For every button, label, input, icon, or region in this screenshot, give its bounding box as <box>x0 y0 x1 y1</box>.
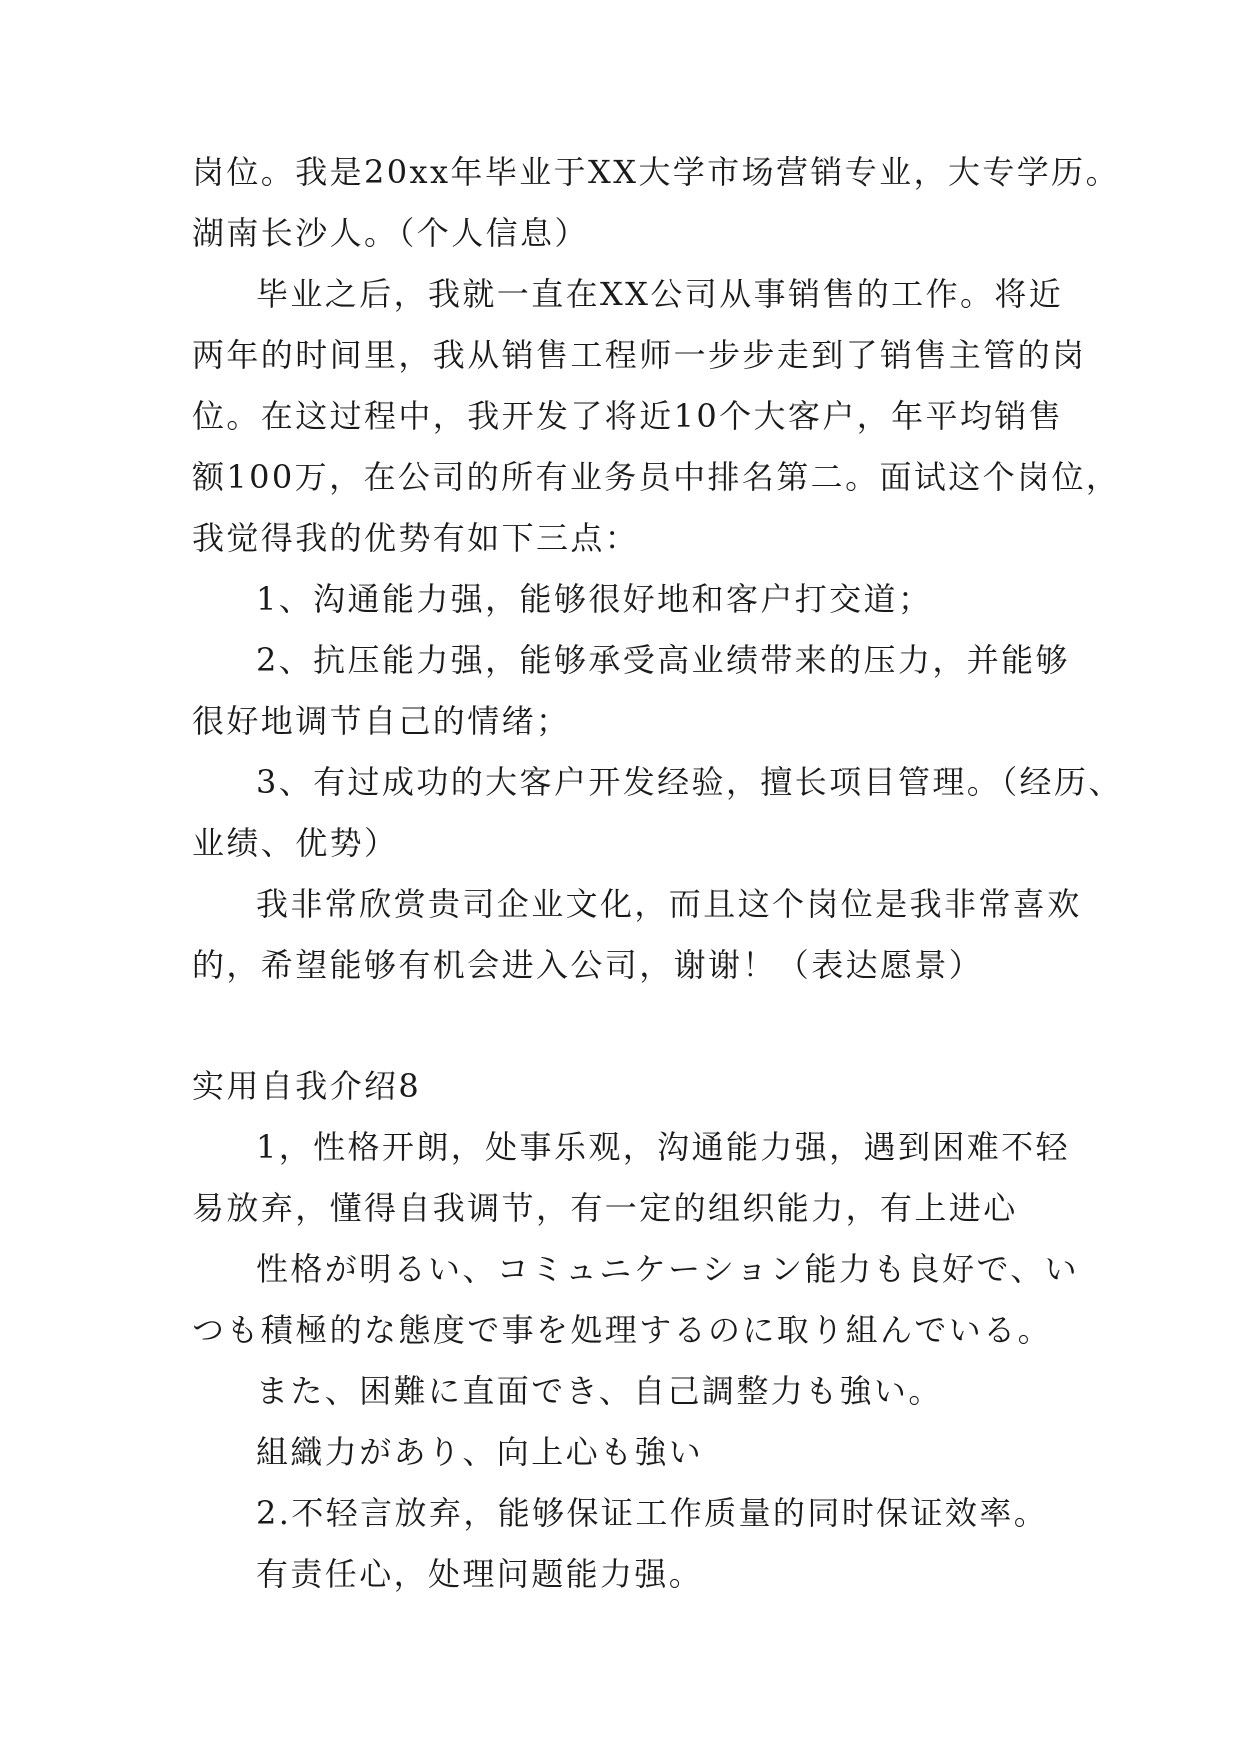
section-heading: 实用自我介绍8 <box>192 1067 422 1105</box>
paragraph-line: 有责任心，处理问题能力强。 <box>256 1555 704 1593</box>
paragraph-line: 的，希望能够有机会进入公司，谢谢！（表达愿景） <box>192 946 984 984</box>
paragraph-line: また、困難に直面でき、自己調整力も強い。 <box>256 1372 943 1410</box>
paragraph-line: 我非常欣赏贵司企业文化，而且这个岗位是我非常喜欢 <box>256 885 1082 923</box>
paragraph-line: 性格が明るい、コミュニケーション能力も良好で、い <box>256 1250 1080 1288</box>
paragraph-line: 湖南长沙人。（个人信息） <box>192 214 589 252</box>
list-item: 2、抗压能力强，能够承受高业绩带来的压力，并能够 <box>256 641 1070 679</box>
paragraph-line: 岗位。我是20xx年毕业于XX大学市场营销专业，大专学历。 <box>192 153 1120 191</box>
paragraph-line: 2.不轻言放弃，能够保证工作质量的同时保证效率。 <box>256 1494 1049 1532</box>
paragraph-line: 我觉得我的优势有如下三点： <box>192 519 640 557</box>
paragraph-line: 额100万，在公司的所有业务员中排名第二。面试这个岗位， <box>192 458 1121 496</box>
list-item-continuation: 业绩、优势） <box>192 824 399 862</box>
paragraph-line: 位。在这过程中，我开发了将近10个大客户，年平均销售 <box>192 397 1064 435</box>
list-item: 3、有过成功的大客户开发经验，擅长项目管理。（经历、 <box>256 763 1123 801</box>
paragraph-line: 毕业之后，我就一直在XX公司从事销售的工作。将近 <box>256 275 1064 313</box>
paragraph-line: 易放弃，懂得自我调节，有一定的组织能力，有上进心 <box>192 1189 1018 1227</box>
list-item-continuation: 很好地调节自己的情绪； <box>192 702 571 740</box>
list-item: 1、沟通能力强，能够很好地和客户打交道； <box>256 580 933 618</box>
paragraph-line: 1，性格开朗，处事乐观，沟通能力强，遇到困难不轻 <box>256 1128 1070 1166</box>
paragraph-line: 两年的时间里，我从销售工程师一步步走到了销售主管的岗 <box>192 336 1087 374</box>
paragraph-line: つも積極的な態度で事を処理するのに取り組んでいる。 <box>192 1311 1053 1349</box>
paragraph-line: 組織力があり、向上心も強い <box>256 1433 704 1471</box>
